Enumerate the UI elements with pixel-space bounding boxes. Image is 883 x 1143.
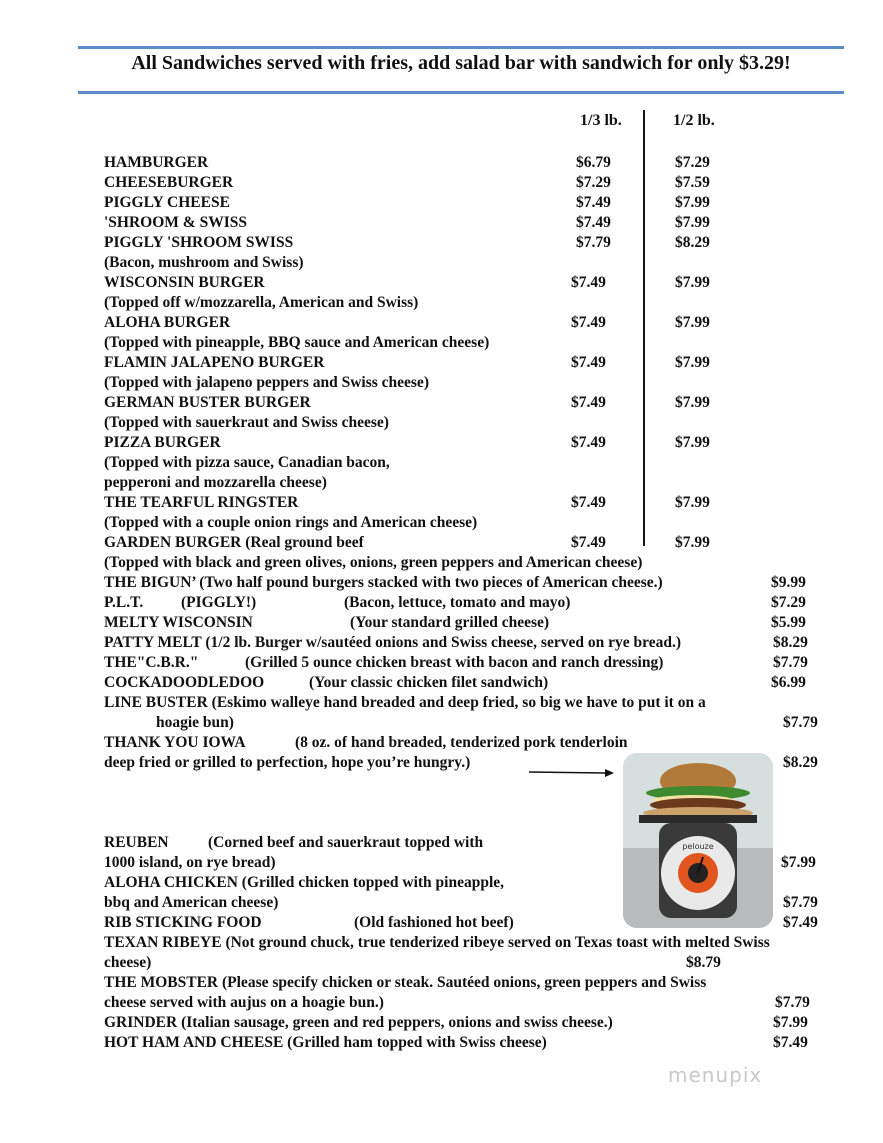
- burger-name: FLAMIN JALAPENO BURGER: [104, 354, 325, 371]
- special-plt-mid: (PIGGLY!): [181, 594, 257, 611]
- reuben-desc: (Corned beef and sauerkraut topped with: [208, 834, 484, 851]
- burger-name: PIGGLY 'SHROOM SWISS: [104, 234, 294, 251]
- burger-price-half: $7.99: [675, 194, 710, 211]
- burger-price-third: $6.79: [576, 154, 611, 171]
- burger-price-half: $7.99: [675, 534, 710, 551]
- burger-price-half: $7.99: [675, 434, 710, 451]
- texan-ribeye-line2: cheese): [104, 954, 152, 971]
- burger-name: PIGGLY CHEESE: [104, 194, 230, 211]
- burger-price-half: $7.99: [675, 494, 710, 511]
- reuben-price: $7.99: [781, 854, 816, 871]
- burger-price-third: $7.49: [571, 494, 606, 511]
- watermark: menupix: [668, 1063, 763, 1087]
- burger-desc: (Topped with pineapple, BBQ sauce and American cheese): [104, 334, 490, 351]
- reuben-line2: 1000 island, on rye bread): [104, 854, 276, 871]
- line-buster-line2: hoagie bun): [156, 714, 234, 731]
- line-buster-price: $7.79: [783, 714, 818, 731]
- special-bigun-price: $9.99: [771, 574, 806, 591]
- rib-sticking-food-desc: (Old fashioned hot beef): [354, 914, 514, 931]
- scale-brand: pelouze: [682, 842, 714, 851]
- burger-desc: (Bacon, mushroom and Swiss): [104, 254, 304, 271]
- special-cockadoodledoo: COCKADOODLEDOO: [104, 674, 265, 691]
- special-melty: MELTY WISCONSIN: [104, 614, 253, 631]
- burger-price-half: $7.59: [675, 174, 710, 191]
- burger-price-half: $8.29: [675, 234, 710, 251]
- special-melty-desc: (Your standard grilled cheese): [350, 614, 550, 631]
- burger-price-half: $7.29: [675, 154, 710, 171]
- the-mobster-line2: cheese served with aujus on a hoagie bun.): [104, 994, 384, 1011]
- special-cbr-price: $7.79: [773, 654, 808, 671]
- hot-ham-and-cheese: HOT HAM AND CHEESE (Grilled ham topped with Swiss cheese): [104, 1034, 547, 1051]
- special-patty-melt-price: $8.29: [773, 634, 808, 651]
- reuben: REUBEN: [104, 834, 169, 851]
- special-patty-melt: PATTY MELT (1/2 lb. Burger w/sautéed onions and Swiss cheese, served on rye bread.): [104, 634, 681, 651]
- the-mobster-price: $7.79: [775, 994, 810, 1011]
- the-mobster: THE MOBSTER (Please specify chicken or steak. Sautéed onions, green peppers and Swiss: [104, 974, 707, 991]
- rib-sticking-food: RIB STICKING FOOD: [104, 914, 262, 931]
- burger-price-third: $7.49: [571, 534, 606, 551]
- burger-scale-photo: [623, 753, 773, 928]
- bottom-rule: [78, 91, 844, 94]
- texan-ribeye-price: $8.79: [686, 954, 721, 971]
- burger-price-third: $7.29: [576, 174, 611, 191]
- grinder-price: $7.99: [773, 1014, 808, 1031]
- burger-name: 'SHROOM & SWISS: [104, 214, 247, 231]
- burger-name: ALOHA BURGER: [104, 314, 231, 331]
- col-half-lb: 1/2 lb.: [673, 112, 715, 129]
- burger-desc: (Topped off w/mozzarella, American and Swiss): [104, 294, 419, 311]
- burger-price-third: $7.49: [571, 314, 606, 331]
- special-bigun: THE BIGUN’ (Two half pound burgers stacked with two pieces of American cheese.): [104, 574, 663, 591]
- burger-desc: pepperoni and mozzarella cheese): [104, 474, 327, 491]
- burger-price-half: $7.99: [675, 394, 710, 411]
- burger-desc: (Topped with sauerkraut and Swiss cheese): [104, 414, 389, 431]
- arrow-icon: [529, 768, 614, 778]
- burger-name: GERMAN BUSTER BURGER: [104, 394, 311, 411]
- banner-title: All Sandwiches served with fries, add salad bar with sandwich for only $3.29!: [131, 52, 791, 74]
- thank-you-iowa-price: $8.29: [783, 754, 818, 771]
- burger-price-third: $7.49: [571, 434, 606, 451]
- burger-name: HAMBURGER: [104, 154, 209, 171]
- burger-price-half: $7.99: [675, 214, 710, 231]
- hot-ham-and-cheese-price: $7.49: [773, 1034, 808, 1051]
- rib-sticking-food-price: $7.49: [783, 914, 818, 931]
- burger-price-third: $7.79: [576, 234, 611, 251]
- burger-name: WISCONSIN BURGER: [104, 274, 265, 291]
- burger-name: PIZZA BURGER: [104, 434, 221, 451]
- special-cockadoodledoo-desc: (Your classic chicken filet sandwich): [309, 674, 549, 691]
- burger-name: GARDEN BURGER (Real ground beef: [104, 534, 364, 551]
- burger-price-third: $7.49: [571, 394, 606, 411]
- special-plt: P.L.T.: [104, 594, 144, 611]
- burger-name: CHEESEBURGER: [104, 174, 234, 191]
- special-plt-desc: (Bacon, lettuce, tomato and mayo): [344, 594, 571, 611]
- aloha-chicken: ALOHA CHICKEN (Grilled chicken topped with pineapple,: [104, 874, 505, 891]
- special-cockadoodledoo-price: $6.99: [771, 674, 806, 691]
- burger-name: THE TEARFUL RINGSTER: [104, 494, 299, 511]
- special-cbr-desc: (Grilled 5 ounce chicken breast with bacon and ranch dressing): [245, 654, 664, 671]
- burger-price-half: $7.99: [675, 274, 710, 291]
- special-cbr: THE"C.B.R.": [104, 654, 199, 671]
- garden-desc: (Topped with black and green olives, onions, green peppers and American cheese): [104, 554, 643, 571]
- aloha-chicken-line2: bbq and American cheese): [104, 894, 279, 911]
- thank-you-iowa-line2: deep fried or grilled to perfection, hope you’re hungry.): [104, 754, 471, 771]
- burger-price-third: $7.49: [576, 194, 611, 211]
- line-buster: LINE BUSTER (Eskimo walleye hand breaded and deep fried, so big we have to put it on a: [104, 694, 706, 711]
- special-plt-price: $7.29: [771, 594, 806, 611]
- burger-desc: (Topped with pizza sauce, Canadian bacon,: [104, 454, 390, 471]
- burger-price-third: $7.49: [571, 274, 606, 291]
- burger-desc: (Topped with a couple onion rings and American cheese): [104, 514, 478, 531]
- burger-price-third: $7.49: [576, 214, 611, 231]
- thank-you-iowa: THANK YOU IOWA: [104, 734, 246, 751]
- top-rule: [78, 46, 844, 49]
- burger-price-third: $7.49: [571, 354, 606, 371]
- texan-ribeye: TEXAN RIBEYE (Not ground chuck, true tenderized ribeye served on Texas toast with melted Swiss: [104, 934, 770, 951]
- aloha-chicken-price: $7.79: [783, 894, 818, 911]
- col-third-lb: 1/3 lb.: [580, 112, 622, 129]
- burger-price-half: $7.99: [675, 354, 710, 371]
- column-divider: [643, 110, 645, 546]
- grinder: GRINDER (Italian sausage, green and red peppers, onions and swiss cheese.): [104, 1014, 613, 1031]
- thank-you-iowa-desc: (8 oz. of hand breaded, tenderized pork tenderloin: [295, 734, 628, 751]
- burger-price-half: $7.99: [675, 314, 710, 331]
- burger-desc: (Topped with jalapeno peppers and Swiss cheese): [104, 374, 429, 391]
- special-melty-price: $5.99: [771, 614, 806, 631]
